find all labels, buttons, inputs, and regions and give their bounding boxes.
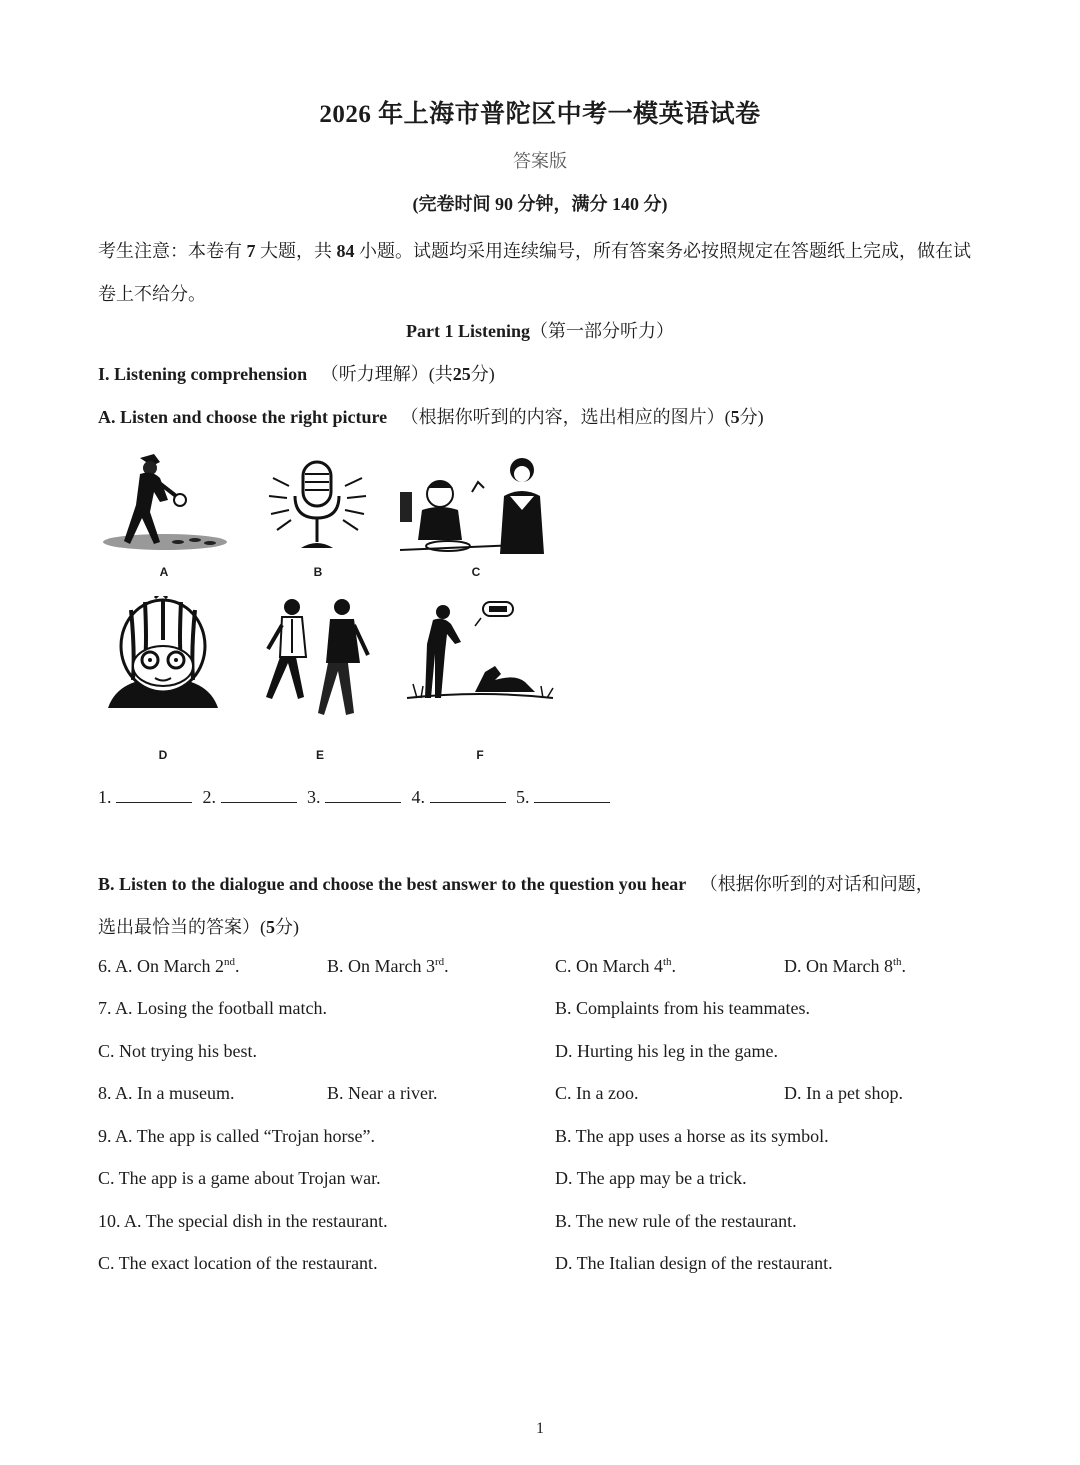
notice-num-questions: 84 [336, 241, 355, 261]
blank-number-3: 3. [307, 787, 321, 807]
picture-label-e: E [315, 748, 324, 762]
picture-label-f: F [476, 748, 484, 762]
sectionA-heading [98, 403, 764, 429]
picture-label-c: C [471, 565, 481, 579]
q8-option-b: B. Near a river. [327, 1083, 438, 1103]
q6-option-c: C. On March 4th. [555, 956, 677, 976]
q6-option-a: 6. A. On March 2nd. [98, 956, 240, 976]
sectionB-unit: 分) [275, 917, 299, 937]
picture-label-a: A [159, 565, 169, 579]
q8-option-d: D. In a pet shop. [784, 1083, 903, 1103]
section1-score: 25 [452, 364, 471, 384]
q10-option-b: B. The new rule of the restaurant. [555, 1211, 797, 1231]
answer-blank-3[interactable] [325, 786, 401, 803]
part1-title-cn: （第一部分听力） [530, 321, 674, 341]
time-note: (完卷时间 90 分钟，满分 140 分) [412, 194, 668, 214]
detective-icon [100, 450, 230, 560]
q8-option-c: C. In a zoo. [555, 1083, 639, 1103]
section1-heading-cn: （听力理解）(共 [320, 364, 453, 384]
blank-number-4: 4. [411, 787, 425, 807]
sectionA-heading-en: A. Listen and choose the right picture [98, 407, 388, 427]
section1-unit: 分) [470, 364, 495, 384]
restaurant-complaint-icon [400, 452, 552, 560]
notice-text-2: 大题，共 [260, 241, 332, 261]
q7-option-c: C. Not trying his best. [98, 1041, 258, 1061]
answer-blank-4[interactable] [430, 786, 506, 803]
microphone-icon [265, 458, 370, 558]
exam-notice [98, 230, 988, 316]
page-number: 1 [536, 1420, 544, 1437]
picture-label-b: B [313, 565, 323, 579]
section1-heading-en: I. Listening comprehension [98, 364, 308, 384]
policeman-walking-icon [258, 597, 378, 727]
section1-heading [98, 360, 495, 386]
sectionB-heading-en: B. Listen to the dialogue and choose the best answer to the question you hear [98, 874, 687, 894]
sectionB-heading-cn2: 选出最恰当的答案）( [98, 917, 266, 937]
sectionB-score: 5 [266, 917, 275, 937]
answer-blank-5[interactable] [534, 786, 610, 803]
sectionA-unit: 分) [739, 407, 764, 427]
q8-option-a: 8. A. In a museum. [98, 1083, 235, 1103]
q9-option-d: D. The app may be a trick. [555, 1168, 747, 1188]
q7-option-a: 7. A. Losing the football match. [98, 998, 327, 1018]
answer-blank-2[interactable] [221, 786, 297, 803]
blank-number-2: 2. [202, 787, 216, 807]
notice-text-1: 考生注意：本卷有 [98, 241, 242, 261]
q7-option-b: B. Complaints from his teammates. [555, 998, 810, 1018]
answer-version-label: 答案版 [513, 151, 567, 171]
q9-option-b: B. The app uses a horse as its symbol. [555, 1126, 829, 1146]
part1-title-en: Part 1 Listening [406, 321, 530, 341]
page-title: 2026 年上海市普陀区中考一模英语试卷 [319, 101, 761, 128]
sectionA-score: 5 [730, 407, 740, 427]
man-and-dog-icon [403, 598, 555, 708]
sectionB-heading [98, 870, 988, 896]
blank-number-5: 5. [516, 787, 530, 807]
notice-num-sections: 7 [246, 241, 256, 261]
answer-blank-1[interactable] [116, 786, 192, 803]
q6-option-b: B. On March 3rd. [327, 956, 449, 976]
q9-option-a: 9. A. The app is called “Trojan horse”. [98, 1126, 375, 1146]
answer-blanks [98, 786, 616, 808]
q10-option-a: 10. A. The special dish in the restaurant. [98, 1211, 388, 1231]
q6-option-d: D. On March 8th. [784, 956, 907, 976]
q9-option-c: C. The app is a game about Trojan war. [98, 1168, 381, 1188]
q10-option-d: D. The Italian design of the restaurant. [555, 1253, 833, 1273]
part1-title [0, 317, 1080, 343]
sectionB-heading-line2 [98, 913, 299, 939]
q7-option-d: D. Hurting his leg in the game. [555, 1041, 778, 1061]
blank-number-1: 1. [98, 787, 112, 807]
sectionB-heading-cn1: （根据你听到的对话和问题， [699, 874, 934, 894]
watermelon-hat-icon [103, 596, 223, 714]
picture-label-d: D [158, 748, 168, 762]
notice-text-3: 小题。试题均采用连续编号，所有答案务必按照规定在答题纸上完成，做在试卷上不给分。 [98, 241, 971, 304]
sectionA-heading-cn: （根据你听到的内容，选出相应的图片）( [400, 407, 731, 427]
q10-option-c: C. The exact location of the restaurant. [98, 1253, 378, 1273]
